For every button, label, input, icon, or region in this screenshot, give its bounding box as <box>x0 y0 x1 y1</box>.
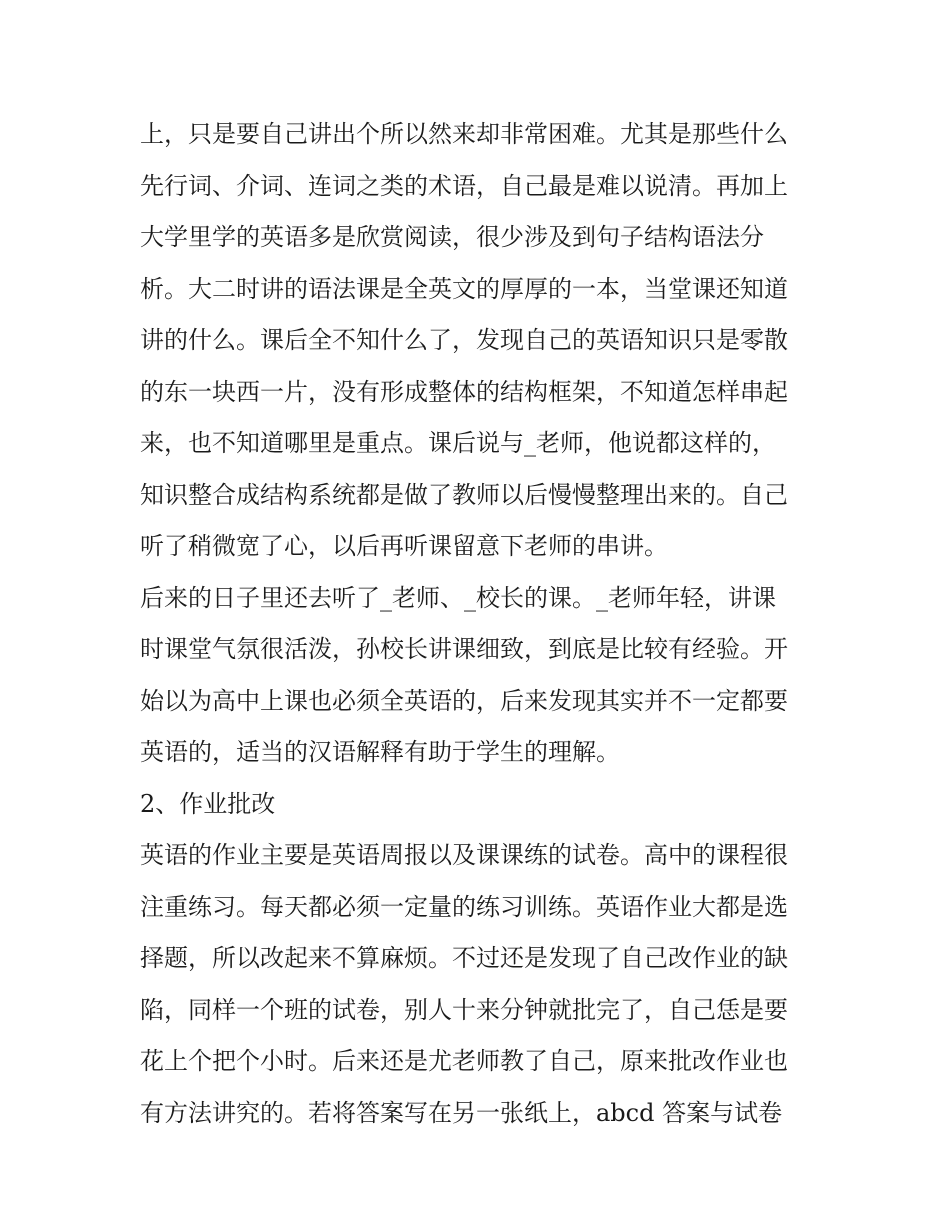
text-line: 后来的日子里还去听了_老师、_校长的课。_老师年轻，讲课 <box>140 583 776 612</box>
text-line: 的东一块西一片，没有形成整体的结构框架，不知道怎样串起 <box>140 377 788 406</box>
text-line: 知识整合成结构系统都是做了教师以后慢慢整理出来的。自己 <box>140 480 788 509</box>
text-line: 讲的什么。课后全不知什么了，发现自己的英语知识只是零散 <box>140 326 788 354</box>
text-line: 注重练习。每天都必须一定量的练习训练。英语作业大都是选 <box>140 892 788 921</box>
text-line: 大学里学的英语多是欣赏阅读，很少涉及到句子结构语法分 <box>140 223 764 251</box>
text-line: 陷，同样一个班的试卷，别人十来分钟就批完了，自己恁是要 <box>140 995 788 1024</box>
text-line: 析。大二时讲的语法课是全英文的厚厚的一本，当堂课还知道 <box>140 274 788 303</box>
text-line: 听了稍微宽了心，以后再听课留意下老师的串讲。 <box>140 532 668 560</box>
text-line: 始以为高中上课也必须全英语的，后来发现其实并不一定都要 <box>140 686 788 715</box>
text-line: 上，只是要自己讲出个所以然来却非常困难。尤其是那些什么 <box>140 120 788 148</box>
text-line: 花上个把个小时。后来还是尤老师教了自己，原来批改作业也 <box>140 1047 788 1075</box>
text-line: 有方法讲究的。若将答案写在另一张纸上，abcd 答案与试卷 <box>140 1098 783 1127</box>
text-line: 时课堂气氛很活泼，孙校长讲课细致，到底是比较有经验。开 <box>140 635 788 663</box>
text-line: 择题，所以改起来不算麻烦。不过还是发现了自己改作业的缺 <box>140 944 788 972</box>
text-line: 先行词、介词、连词之类的术语，自己最是难以说清。再加上 <box>140 171 788 200</box>
section-heading: 2、作业批改 <box>140 789 276 818</box>
text-line: 英语的，适当的汉语解释有助于学生的理解。 <box>140 738 620 766</box>
body-text <box>140 109 840 1139</box>
text-line: 英语的作业主要是英语周报以及课课练的试卷。高中的课程很 <box>140 841 788 869</box>
text-line: 来，也不知道哪里是重点。课后说与_老师，他说都这样的， <box>140 429 776 457</box>
